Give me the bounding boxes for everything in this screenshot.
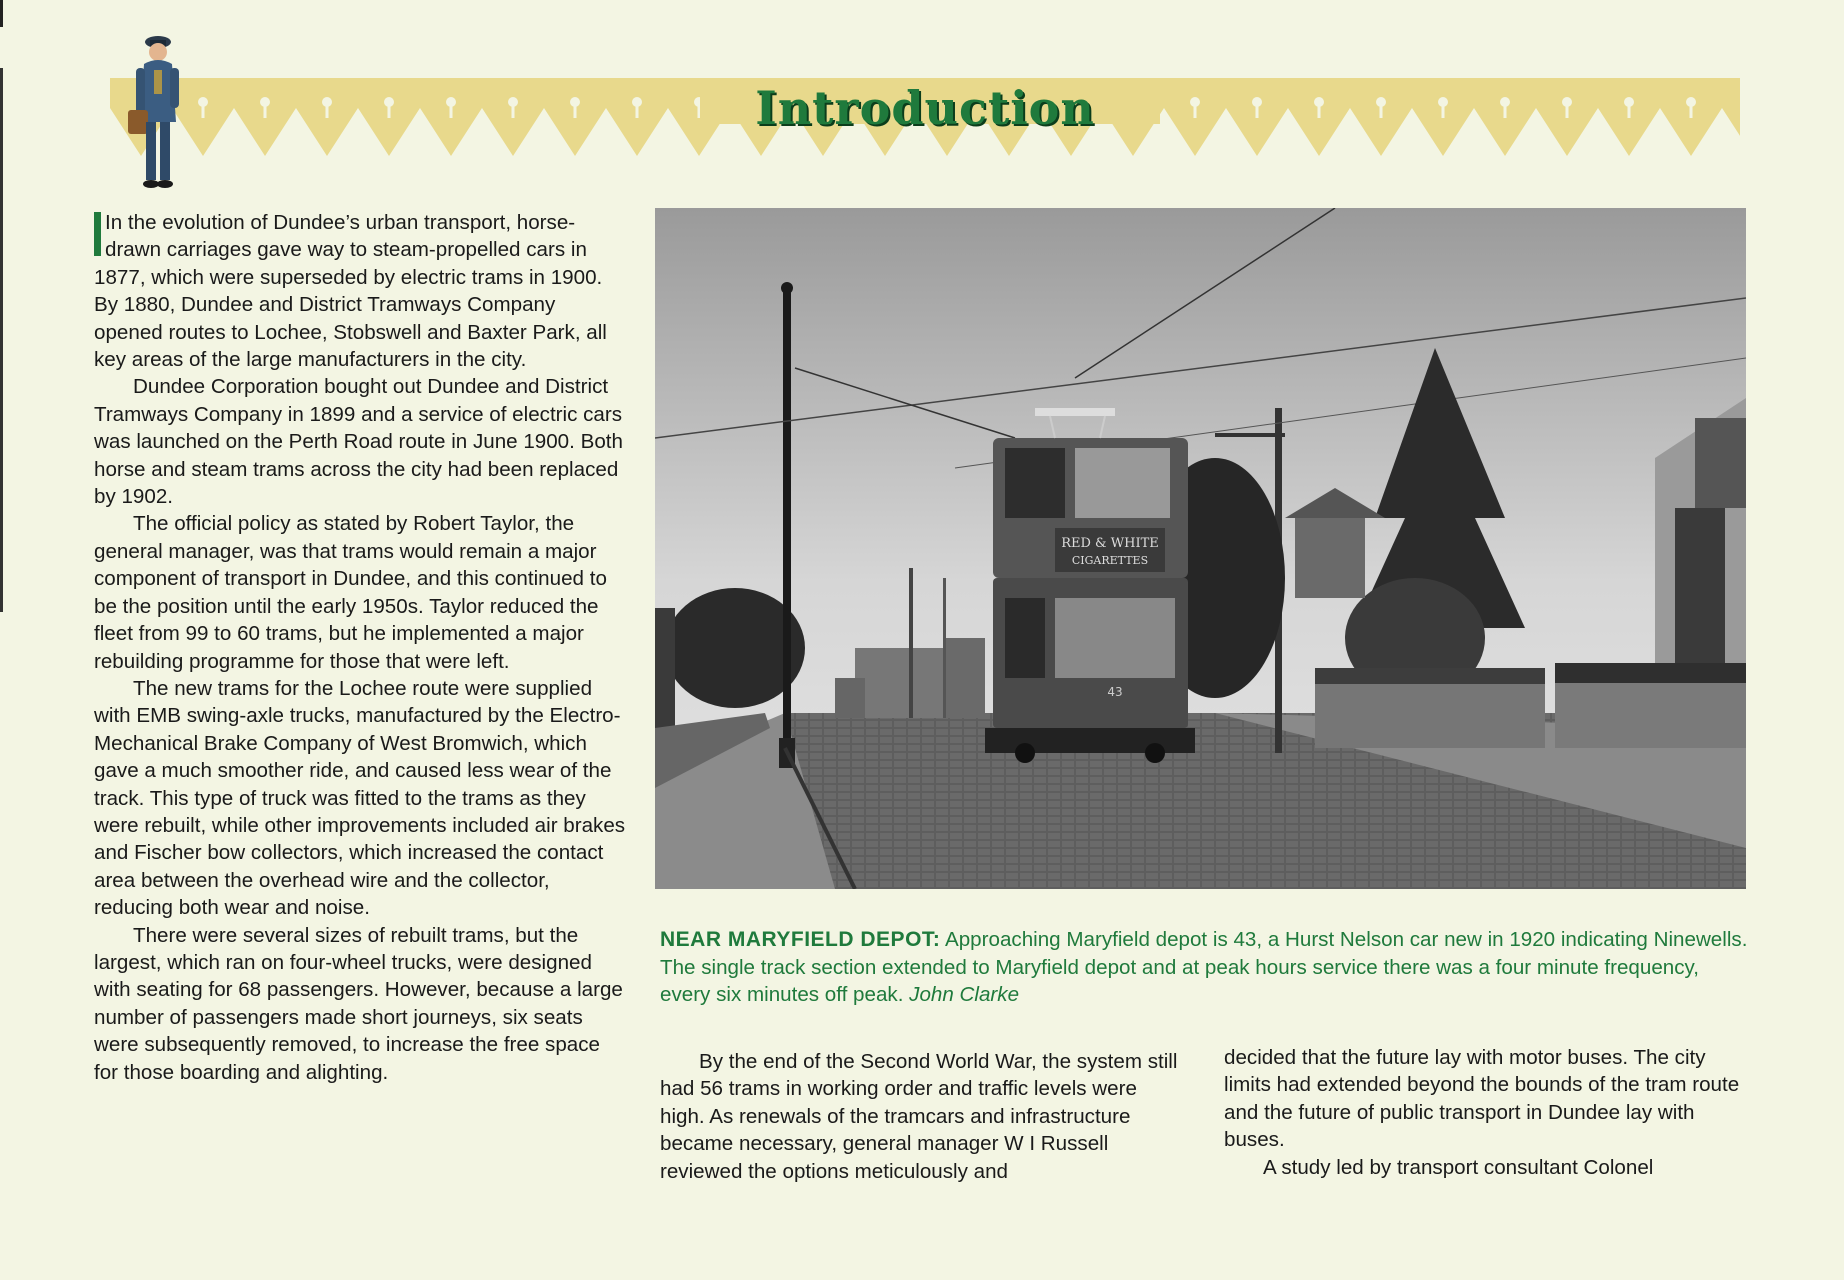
right-text-column [1224,1044,1744,1181]
drop-cap-bar [94,212,101,256]
paragraph: The official policy as stated by Robert Taylor, the general manager, was that trams would remain a major component of transport in Dundee, and this continued to be the position until the early 1950s. Taylor reduced the fleet from 99 to 60 trams, but he implemented a major rebuilding programme for those that were left. [94,512,607,673]
tram-photograph [655,208,1746,889]
paragraph: The new trams for the Lochee route were supplied with EMB swing-axle trucks, manufactured by the Electro-Mechanical Brake Company of West Bromwich, which gave a much smoother ride, and caused less wear of the track. This type of truck was fitted to the trams as they were rebuilt, while other improvements included air brakes and Fischer bow collectors, which increased the contact area between the overhead wire and the collector, reducing both wear and noise. [94,676,626,920]
paragraph-text: In the evolution of Dundee’s urban transport, horse-drawn carriages gave way to steam-propelled cars in 1877, which were superseded by electric trams in 1900. By 1880, Dundee and District Tramways Company opened routes to Lochee, Stobswell and Baxter Park, all key areas of the large manufacturers in the city. [94,211,607,372]
tram-advert-line2: CIGARETTES [1071,554,1149,567]
caption-heading: NEAR MARYFIELD DEPOT: [660,928,941,951]
caption-credit: John Clarke [909,983,1020,1006]
left-text-column [94,209,628,1086]
paragraph: Dundee Corporation bought out Dundee and District Tramways Company in 1899 and a service of electric cars was launched on the Perth Road route in June 1900. Both horse and steam trams across the city had been replaced by 1902. [94,375,623,509]
paragraph: By the end of the Second World War, the system still had 56 trams in working order and traffic levels were high. As renewals of the tramcars and infrastructure became necessary, general manager W I Russell reviewed the options meticulously and [660,1050,1178,1183]
middle-text-column [660,1048,1180,1185]
photo-caption [660,926,1750,1009]
paragraph: decided that the future lay with motor buses. The city limits had extended beyond the bounds of the tram route and the future of public transport in Dundee lay with buses. [1224,1046,1740,1152]
page-title: Introduction [755,81,1095,135]
section-banner [110,78,1740,158]
paragraph [94,209,628,373]
paragraph: A study led by transport consultant Colonel [1263,1155,1654,1179]
paragraph: There were several sizes of rebuilt trams, but the largest, which ran on four-wheel trucks, were designed with seating for 68 passengers. However, because a large number of passengers made short journeys, six seats were subsequently removed, to increase the free space for those boarding and alighting. [94,923,623,1084]
tram-number: 43 [1107,685,1123,699]
conductor-figure-illustration [124,30,188,192]
caption-text: Approaching Maryfield depot is 43, a Hurst Nelson car new in 1920 indicating Ninewells. The single track section extended to Maryfield depot and at peak hours service there was a four minute frequency, every six minutes off peak. [660,928,1748,1006]
tram [985,408,1195,763]
tram-advert-line1: RED & WHITE [1061,536,1159,551]
tram-photo-illustration [655,208,1746,889]
page-edge-strip [0,0,3,680]
